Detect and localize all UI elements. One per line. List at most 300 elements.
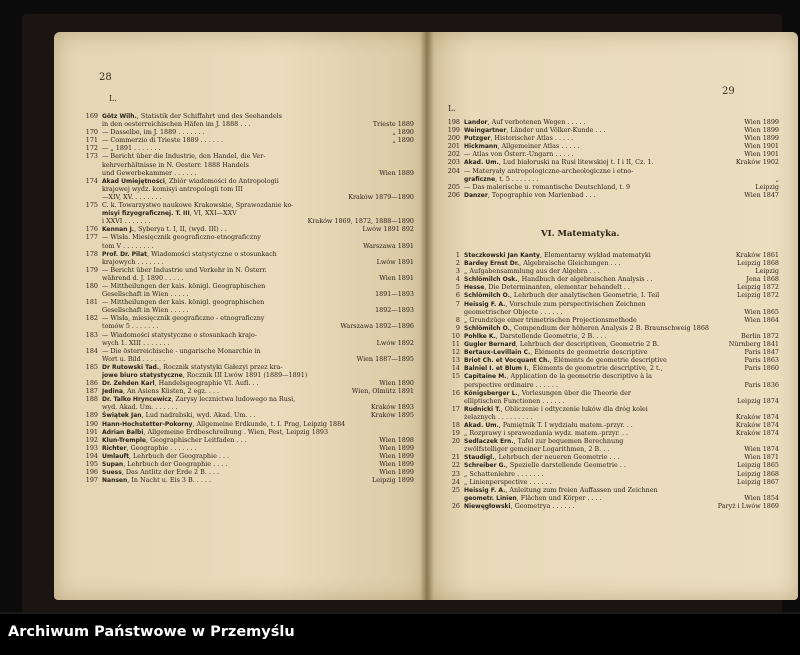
entry-number: 203 [447,158,460,167]
entry-place-year: Leipzig 1874 [737,396,779,405]
entry-title: Gesellschaft in Wien . . . . . [102,306,189,315]
entry-title: Wort u. Bild . . . . . . [102,354,166,363]
entry-number: 3 [455,267,460,276]
entry-title: Schlömilch Osk., Handbuch der algebraischen Analysis . . [464,275,653,284]
entry-place-year: Kraków 1893 [370,403,414,412]
entry-title: wyd. Akad. Um. . . . . . . [102,403,178,412]
section-heading: VI. Matematyka. [541,229,620,239]
entry-number: 13 [451,356,460,365]
catalog-entry-row [82,233,414,241]
entry-place-year: Wien 1847 [744,190,779,199]
entry-title: perspective ordinaire . . . . . . [464,380,558,389]
entry-title: — Wisła, miesięcznik geograficzno - etnograficzny [102,314,265,323]
entry-number: 173 [85,152,98,161]
catalog-entry-row [82,468,414,476]
entry-number: 194 [85,451,98,460]
catalog-entry-row [82,411,414,419]
catalog-entry-row [444,405,779,413]
entry-number: 10 [451,331,460,340]
catalog-entry-row [82,331,414,339]
entry-number: 197 [85,476,98,485]
entry-title: Bertaux-Levillain C., Éléments de geometrie descriptive [464,348,648,357]
catalog-entry-row [82,266,414,274]
entry-number: 24 [451,477,460,486]
catalog-entry-row [82,250,414,258]
entry-title: Schlömilch O., Lehrbuch der analytischen Geometrie, I. Teil [464,291,660,300]
entry-title: geometrischer Objecte . . . . . . [464,307,563,316]
entry-place-year: Kraków 1874 [735,420,779,429]
catalog-entry-row [82,403,414,411]
entry-title: Heissig F. A., Anleitung zum freien Auffassen und Zeichnen [464,485,658,494]
entry-place-year: Kraków 1874 [735,412,779,421]
catalog-entry-row [82,274,414,282]
catalog-entry-row [444,308,779,316]
entry-title: zwölfstelliger gemeiner Logarithmen, 2 B. . . [464,445,610,454]
catalog-entry-row [82,144,414,152]
entry-title: Capitaine M., Application de la geometrie descriptive à la [464,372,652,381]
entry-place-year: Wien 1899 [379,460,414,469]
entry-number: 26 [451,501,460,510]
entry-number: 196 [85,468,98,477]
entry-place-year: Kraków 1874 [735,429,779,438]
entry-place-year: Lwów 1891 [376,257,414,266]
entry-number: 186 [85,379,98,388]
entry-number: 16 [451,388,460,397]
entry-number: 171 [85,136,98,145]
entry-number: 25 [451,485,460,494]
entry-title: — Die österreichische - ungarische Monarchie in [102,346,261,355]
entry-title: Rudnicki T., Obliczenie i odtyczenie łuków dla dróg kolei [464,404,648,413]
catalog-entry-row [82,395,414,403]
catalog-entry-row [444,437,779,445]
catalog-entry-row [444,332,779,340]
entry-title: Świątek Jan, Lud nadrabski, wyd. Akad. Um. . . [102,411,256,420]
catalog-entry-row [444,372,779,380]
entry-place-year: Wien 1891 [379,273,414,282]
entry-place-year: „ 1890 [392,128,414,137]
catalog-entry-row [82,298,414,306]
entry-number: 181 [85,298,98,307]
catalog-entry-row [82,290,414,298]
entry-number: 6 [455,291,460,300]
entry-title: Richter, Geographie . . . . . . . [102,443,197,452]
entry-place-year: Kraków 1879—1890 [348,192,414,201]
entry-number: 192 [85,435,98,444]
entry-title: — Mittheilungen der kais. königl. geographischen [102,298,265,307]
entry-place-year: Paris 1847 [744,348,779,357]
entry-title: während d. J. 1890 . . . . . [102,273,184,282]
entry-title: „ Aufgabensammlung aus der Algebra . . . [464,267,600,276]
entry-place-year: 1892—1893 [375,306,414,315]
entry-place-year: Kraków 1902 [735,158,779,167]
entry-number: 198 [447,118,460,126]
entry-title: „ Schattenlehre . . . . . . . [464,469,544,478]
entry-place-year: Wien 1901 [744,150,779,159]
catalog-entry-row [444,134,779,142]
entry-title: Pohlke K., Darstellende Geometrie, 2 B. . . . [464,331,607,340]
entry-title: „ Rozprawy i sprawozdania wydz. matem.-przyr. . . [464,429,629,438]
entry-place-year: Leipzig [755,182,779,191]
catalog-entry-row [444,300,779,308]
entry-place-year: Wien 1899 [379,468,414,477]
catalog-entry-row [444,191,779,199]
book-gutter [420,32,434,600]
catalog-entry-row [82,371,414,379]
entry-title: Akad Umiejętności, Zbiór wiadomości do Antropologii [102,176,279,185]
left-entry-list [82,112,414,484]
catalog-entry-row [444,429,779,437]
entry-place-year: Wien 1901 [744,142,779,151]
entry-title: — Bericht über Industrie und Verkehr in N. Österr. [102,265,267,274]
catalog-entry-row [444,267,779,275]
entry-title: Hickmann, Allgemeiner Atlas . . . . . [464,142,580,151]
catalog-entry-row [444,167,779,175]
catalog-entry-row [82,242,414,250]
entry-title: Dr Rutowski Tad., Rocznik statystyki Gałezyi przez kra- [102,362,283,371]
entry-title: Akad. Um., Pamiętnik T. I wydziału matem.-przyr. . . [464,420,633,429]
catalog-entry-row [444,158,779,166]
entry-title: Weingartner, Länder und Völker-Kunde . . . [464,126,606,135]
entry-number: 20 [451,437,460,446]
entry-title: Steczkowski Jan Kanty, Elementarny wykład matematyki [464,251,651,259]
entry-place-year: Paris 1863 [744,356,779,365]
catalog-entry-row [444,324,779,332]
catalog-entry-row [444,397,779,405]
entry-number: 193 [85,443,98,452]
catalog-entry-row [444,502,779,510]
entry-title: Gugler Bernard, Lehrbuch der descriptiven, Geometrie 2 B. [464,340,659,349]
catalog-entry-row [82,152,414,160]
archive-footer [0,614,800,655]
entry-number: 177 [85,233,98,242]
entry-title: tomów 5 . . . . . . . [102,322,159,331]
entry-number: 187 [85,387,98,396]
entry-place-year: Leipzig 1872 [737,291,779,300]
entry-place-year: Leipzig 1899 [372,476,414,485]
entry-number: 205 [447,182,460,191]
catalog-entry-row [444,275,779,283]
right-page [426,32,798,600]
entry-title: und Gewerbekammer . . . . . . [102,168,197,177]
entry-title: Jedina, An Asiens Küsten, 2 egz. . . . [102,387,220,396]
catalog-entry-row [82,306,414,314]
catalog-entry-row [82,225,414,233]
entry-place-year: Leipzig 1872 [737,283,779,292]
entry-place-year: Wien, Olmütz 1891 [351,387,414,396]
entry-number: 202 [447,150,460,159]
entry-number: 169 [85,112,98,120]
archive-label: Archiwum Państwowe w Przemyślu [8,624,295,640]
entry-number: 172 [85,144,98,153]
catalog-entry-row [82,128,414,136]
entry-title: — Atlas von Österr.-Ungarn . . . . . [464,150,574,159]
catalog-entry-row [444,251,779,259]
catalog-entry-row [444,183,779,191]
entry-place-year: Wien 1899 [379,443,414,452]
catalog-entry-row [82,258,414,266]
entry-title: Götz Wilh., Statistik der Schiffahrt und des Seehandels [102,112,282,120]
entry-title: — „ 1891 . . . . . . . [102,144,161,153]
entry-title: Supan, Lehrbuch der Geographie . . . . [102,460,228,469]
entry-number: 180 [85,281,98,290]
entry-number: 15 [451,372,460,381]
entry-place-year: Warszawa 1892—1896 [340,322,414,331]
right-entry-list-top [444,118,779,199]
catalog-entry-row [82,444,414,452]
entry-place-year: Leipzig 1867 [737,477,779,486]
entry-title: Prof. Dr. Pilat, Wiadomości statystyczne o stosunkach [102,249,277,258]
entry-number: 178 [85,249,98,258]
entry-place-year: Wien 1889 [379,168,414,177]
open-book [22,14,782,614]
entry-title: Nansen, In Nacht u. Eis 3 B. . . . . [102,476,211,485]
entry-number: 204 [447,166,460,175]
entry-place-year: Wien 1871 [744,453,779,462]
catalog-entry-row [82,387,414,395]
entry-title: tom V . . . . . . . . [102,241,154,250]
entry-number: 201 [447,142,460,151]
entry-number: 23 [451,469,460,478]
catalog-entry-row [82,193,414,201]
entry-number: 14 [451,364,460,373]
entry-place-year: Paris 1860 [744,364,779,373]
entry-number: 18 [451,420,460,429]
entry-number: 185 [85,362,98,371]
catalog-entry-row [82,347,414,355]
entry-place-year: Jena 1868 [746,275,779,284]
entry-place-year: Wien 1864 [744,315,779,324]
entry-number: 176 [85,225,98,234]
catalog-entry-row [444,283,779,291]
entry-number: 5 [455,283,460,292]
entry-place-year: Leipzig 1868 [737,469,779,478]
entry-title: Heissig F. A., Vorschule zum perspectivischen Zeichnen [464,299,646,308]
left-column-mark: L. [109,94,117,103]
catalog-entry-row [82,363,414,371]
entry-number: 21 [451,453,460,462]
entry-place-year: Leipzig [755,267,779,276]
entry-title: żelaznych . . . . . . . . . [464,412,533,421]
entry-title: „ Grundzüge einer trimetrischen Projectionsmethode [464,315,637,324]
catalog-entry-row [82,452,414,460]
entry-title: Kennan J., Syberya t. I, II, (wyd. III) . . [102,225,227,234]
entry-number: 4 [455,275,460,284]
entry-number: 17 [451,404,460,413]
entry-title: — Materyały antropologiczno-archeologiczne i etno- [464,166,634,175]
entry-title: Suess, Das Antlitz der Erde 2 B. . . . [102,468,220,477]
catalog-entry-row [444,461,779,469]
entry-place-year: Wien 1899 [744,118,779,126]
entry-number: 188 [85,395,98,404]
entry-title: Schlömilch O., Compendium der höheren Analysis 2 B. Braunschweig 1868 [464,323,709,332]
entry-number: 179 [85,265,98,274]
entry-number: 183 [85,330,98,339]
catalog-entry-row [82,161,414,169]
catalog-entry-row [444,381,779,389]
entry-title: Bardey Ernst Dr., Algebraische Gleichungen . . . [464,259,621,268]
catalog-entry-row [444,421,779,429]
catalog-entry-row [444,291,779,299]
catalog-entry-row [444,175,779,183]
entry-title: —XIV, XV. . . . . . . . [102,192,162,201]
entry-number: 195 [85,460,98,469]
entry-title: Dr. Zehden Karl, Handelsgeographie VI. Aufl. . . [102,379,259,388]
catalog-entry-row [82,169,414,177]
catalog-entry-row [444,118,779,126]
entry-title: — Wiadomości statystyczne o stosunkach krajo- [102,330,257,339]
catalog-entry-row [444,389,779,397]
catalog-entry-row [82,282,414,290]
entry-title: kehrverhältnisse in N. Oesterr. 1888 Handels [102,160,249,169]
entry-title: „ Linienperspective . . . . . . [464,477,552,486]
entry-title: Königsberger L., Vorlesungen über die Theorie der [464,388,631,397]
catalog-entry-row [82,355,414,363]
catalog-entry-row [444,453,779,461]
entry-number: 9 [455,323,460,332]
entry-place-year: Wien 1899 [744,126,779,135]
entry-number: 190 [85,419,98,428]
entry-number: 200 [447,134,460,143]
entry-title: — Dasselbe, im J. 1889 . . . . . . . [102,128,205,137]
entry-place-year: Lwów 1891 892 [362,225,414,234]
entry-place-year: Paris 1836 [744,380,779,389]
right-page-number: 29 [722,86,735,97]
catalog-entry-row [444,150,779,158]
entry-title: wych 1. XIII . . . . . . . [102,338,170,347]
entry-number: 189 [85,411,98,420]
catalog-entry-row [82,379,414,387]
catalog-entry-row [82,136,414,144]
catalog-entry-row [444,494,779,502]
catalog-entry-row [82,177,414,185]
entry-place-year: Leipzig 1868 [737,259,779,268]
entry-title: Balniel I. et Blum I., Éléments de geometrie descriptive, 2 t., [464,364,663,373]
entry-place-year: 1891—1893 [375,290,414,299]
entry-number: 199 [447,126,460,135]
catalog-entry-row [444,413,779,421]
entry-number: 8 [455,315,460,324]
entry-number: 22 [451,461,460,470]
entry-place-year: Wien 1899 [744,134,779,143]
entry-place-year: Wien 1874 [744,445,779,454]
entry-title: — Das malerische u. romantische Deutschland, t. 9 [464,182,631,191]
entry-place-year: Wien 1854 [744,493,779,502]
entry-title: — Commerzio di Trieste 1889 . . . . . . [102,136,224,145]
entry-place-year: Wien 1890 [379,379,414,388]
entry-number: 175 [85,201,98,210]
catalog-entry-row [444,478,779,486]
catalog-entry-row [444,470,779,478]
entry-number: 19 [451,429,460,438]
catalog-entry-row [444,259,779,267]
left-page-number: 28 [99,72,112,83]
catalog-entry-row [82,339,414,347]
entry-place-year: Wien 1865 [744,307,779,316]
entry-title: Hesse, Die Determinanten, elementar behandelt . . [464,283,630,292]
catalog-entry-row [82,436,414,444]
catalog-entry-row [82,460,414,468]
entry-title: — Bericht über die Industrie, den Handel, die Ver- [102,152,266,161]
catalog-entry-row [444,316,779,324]
entry-place-year: Kraków 1869, 1872, 1888—1890 [307,217,414,226]
catalog-entry-row [444,126,779,134]
entry-number: 2 [455,259,460,268]
entry-title: Niewęgłowski, Geometrya . . . . . . [464,501,575,510]
catalog-entry-row [82,217,414,225]
entry-title: Adrian Balbi, Allgemeine Erdbeschreibung . Wien, Pest, Leipzig 1893 [102,427,329,436]
catalog-entry-row [82,420,414,428]
entry-number: 182 [85,314,98,323]
catalog-entry-row [82,476,414,484]
entry-place-year: Wien 1887—1895 [356,354,414,363]
entry-place-year: „ [775,174,779,183]
entry-title: i XXVI . . . . . . . [102,217,151,226]
entry-place-year: Trieste 1889 [372,120,414,129]
entry-title: — Wisła. Miesięcznik geograficzno-etnograficzny [102,233,261,242]
entry-title: graficzne, t. 5 . . . . . . . [464,174,539,183]
entry-title: Schreiber G., Spezielle darstellende Geometrie . . [464,461,626,470]
entry-title: Briot Ch. et Vocquant Ch., Éléments de geometrie descriptive [464,356,667,365]
entry-number: 12 [451,348,460,357]
catalog-entry-row [82,112,414,120]
catalog-entry-row [82,428,414,436]
entry-title: geometr. Linien, Flächen und Körper . . . . [464,493,602,502]
entry-place-year: „ 1890 [392,136,414,145]
entry-number: 191 [85,427,98,436]
entry-title: Staudigl., Lehrbuch der neueren Geometrie . . . [464,453,620,462]
entry-title: elliptischen Functionen . . . . . . [464,396,565,405]
entry-number: 11 [451,340,460,349]
entry-title: — Mittheilungen der kais. königl. Geographischen [102,281,266,290]
entry-place-year: Kraków 1861 [735,251,779,259]
entry-place-year: Wien 1898 [379,435,414,444]
catalog-entry-row [82,185,414,193]
entry-title: misyi fizyograficznej. T. III, VI, XXI—XXV [102,209,237,218]
right-column-mark: L. [448,104,456,113]
entry-title: Gesellschaft in Wien . . . . . [102,290,189,299]
catalog-entry-row [82,201,414,209]
entry-place-year: Paryż i Lwów 1869 [717,501,779,510]
entry-title: Klun-Tremple, Geographischer Leitfaden . . . [102,435,247,444]
entry-place-year: Warszawa 1891 [363,241,414,250]
entry-place-year: Kraków 1895 [370,411,414,420]
right-entry-list-bottom [444,251,779,510]
entry-title: jowe biuro statystyczne, Rocznik III Lwów 1891 (1889—1891) [102,371,308,379]
catalog-entry-row [82,314,414,322]
entry-title: Landor, Auf verbotenen Wegen . . . . . [464,118,586,126]
entry-title: C. k. Towarzystwo naukowe Krakowskie, Sprawozdanie ko- [102,201,294,210]
entry-number: 7 [455,299,460,308]
catalog-entry-row [444,348,779,356]
catalog-entry-row [444,445,779,453]
entry-title: Umlauft, Lehrbuch der Geographie . . . [102,451,230,460]
left-page [54,32,426,600]
entry-title: Danzer, Topographie von Marienbad . . . [464,190,596,199]
catalog-entry-row [444,340,779,348]
entry-place-year: Leipzig 1865 [737,461,779,470]
entry-number: 170 [85,128,98,137]
entry-title: Putzger, Historischer Atlas . . . . . [464,134,574,143]
entry-title: Hann-Hochstetter-Pokorny, Allgemeine Erdkunde, t. I. Prag, Leipzig 1884 [102,419,346,428]
entry-title: Dr. Talko Hryncewicz, Zarysy lecznictwa ludowego na Rusi, [102,395,296,404]
entry-title: krajowej wydz. komisyi antropologii tom III [102,184,243,193]
catalog-entry-row [82,322,414,330]
entry-title: in den oesterreichischen Häfen im J. 1888 . . . [102,120,251,129]
catalog-entry-row [82,120,414,128]
entry-place-year: Nürnberg 1841 [728,340,779,349]
entry-number: 184 [85,346,98,355]
catalog-entry-row [82,209,414,217]
